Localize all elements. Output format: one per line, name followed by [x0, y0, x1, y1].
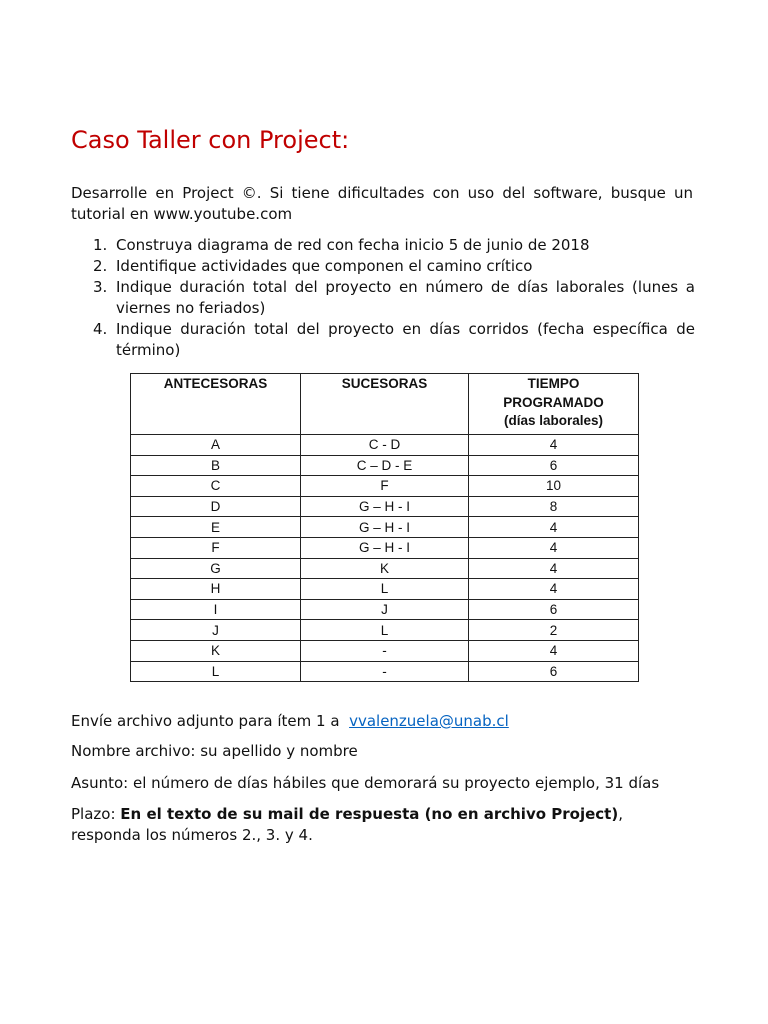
cell-tiempo: 4 [469, 517, 639, 538]
cell-antecesora: K [131, 640, 301, 661]
filename-line: Nombre archivo: su apellido y nombre [71, 742, 358, 760]
cell-sucesoras: K [301, 558, 469, 579]
cell-sucesoras: - [301, 640, 469, 661]
list-number: 2. [93, 257, 108, 275]
list-number: 4. [93, 320, 108, 338]
cell-tiempo: 4 [469, 640, 639, 661]
table-row [131, 476, 639, 497]
list-item-text: Indique duración total del proyecto en días corridos (fecha específica de término) [116, 320, 695, 359]
cell-sucesoras: C – D - E [301, 455, 469, 476]
cell-tiempo: 4 [469, 558, 639, 579]
cell-sucesoras: C - D [301, 435, 469, 456]
deadline-bold: En el texto de su mail de respuesta (no en archivo Project) [120, 805, 619, 823]
list-item [71, 256, 695, 277]
cell-tiempo: 6 [469, 661, 639, 682]
deadline-rest: , responda los números 2., 3. y 4. [71, 805, 623, 844]
cell-tiempo: 6 [469, 455, 639, 476]
table-row [131, 661, 639, 682]
cell-antecesora: I [131, 599, 301, 620]
header-antecesoras: ANTECESORAS [131, 374, 301, 435]
list-item-text: Construya diagrama de red con fecha inicio 5 de junio de 2018 [116, 236, 590, 254]
list-item [71, 277, 695, 319]
cell-antecesora: F [131, 537, 301, 558]
table-header-row [131, 374, 639, 435]
table-row [131, 435, 639, 456]
header-tiempo-text: TIEMPO PROGRAMADO (días laborales) [503, 376, 604, 428]
cell-sucesoras: L [301, 579, 469, 600]
cell-antecesora: E [131, 517, 301, 538]
list-item [71, 319, 695, 361]
table-row [131, 558, 639, 579]
table-row [131, 599, 639, 620]
cell-antecesora: A [131, 435, 301, 456]
page-title: Caso Taller con Project: [71, 126, 350, 154]
table-row [131, 455, 639, 476]
table-row [131, 620, 639, 641]
cell-sucesoras: G – H - I [301, 496, 469, 517]
subject-line: Asunto: el número de días hábiles que demorará su proyecto ejemplo, 31 días [71, 774, 660, 792]
cell-tiempo: 2 [469, 620, 639, 641]
deadline-paragraph [71, 804, 671, 846]
cell-tiempo: 4 [469, 579, 639, 600]
list-item-text: Indique duración total del proyecto en número de días laborales (lunes a viernes no feriados) [116, 278, 695, 317]
cell-antecesora: J [131, 620, 301, 641]
cell-tiempo: 4 [469, 537, 639, 558]
cell-antecesora: B [131, 455, 301, 476]
cell-sucesoras: J [301, 599, 469, 620]
table-row [131, 579, 639, 600]
list-number: 1. [93, 236, 108, 254]
cell-sucesoras: L [301, 620, 469, 641]
cell-tiempo: 6 [469, 599, 639, 620]
table-row [131, 496, 639, 517]
intro-paragraph: Desarrolle en Project ©. Si tiene dificultades con uso del software, busque un tutorial en www.youtube.com [71, 184, 693, 223]
instructions-list [71, 235, 695, 361]
email-link[interactable]: vvalenzuela@unab.cl [349, 712, 509, 730]
list-item-text: Identifique actividades que componen el camino crítico [116, 257, 533, 275]
cell-antecesora: H [131, 579, 301, 600]
cell-sucesoras: G – H - I [301, 517, 469, 538]
cell-antecesora: L [131, 661, 301, 682]
send-text: Envíe archivo adjunto para ítem 1 a [71, 712, 340, 730]
cell-antecesora: C [131, 476, 301, 497]
table-row [131, 537, 639, 558]
cell-sucesoras: F [301, 476, 469, 497]
send-line [71, 711, 509, 732]
list-number: 3. [93, 278, 108, 296]
cell-antecesora: G [131, 558, 301, 579]
table-row [131, 640, 639, 661]
list-item [71, 235, 695, 256]
activities-table [130, 373, 639, 682]
cell-antecesora: D [131, 496, 301, 517]
header-tiempo [469, 374, 639, 435]
cell-sucesoras: - [301, 661, 469, 682]
cell-tiempo: 8 [469, 496, 639, 517]
table-row [131, 517, 639, 538]
cell-sucesoras: G – H - I [301, 537, 469, 558]
deadline-label: Plazo: [71, 805, 116, 823]
cell-tiempo: 4 [469, 435, 639, 456]
header-sucesoras: SUCESORAS [301, 374, 469, 435]
cell-tiempo: 10 [469, 476, 639, 497]
